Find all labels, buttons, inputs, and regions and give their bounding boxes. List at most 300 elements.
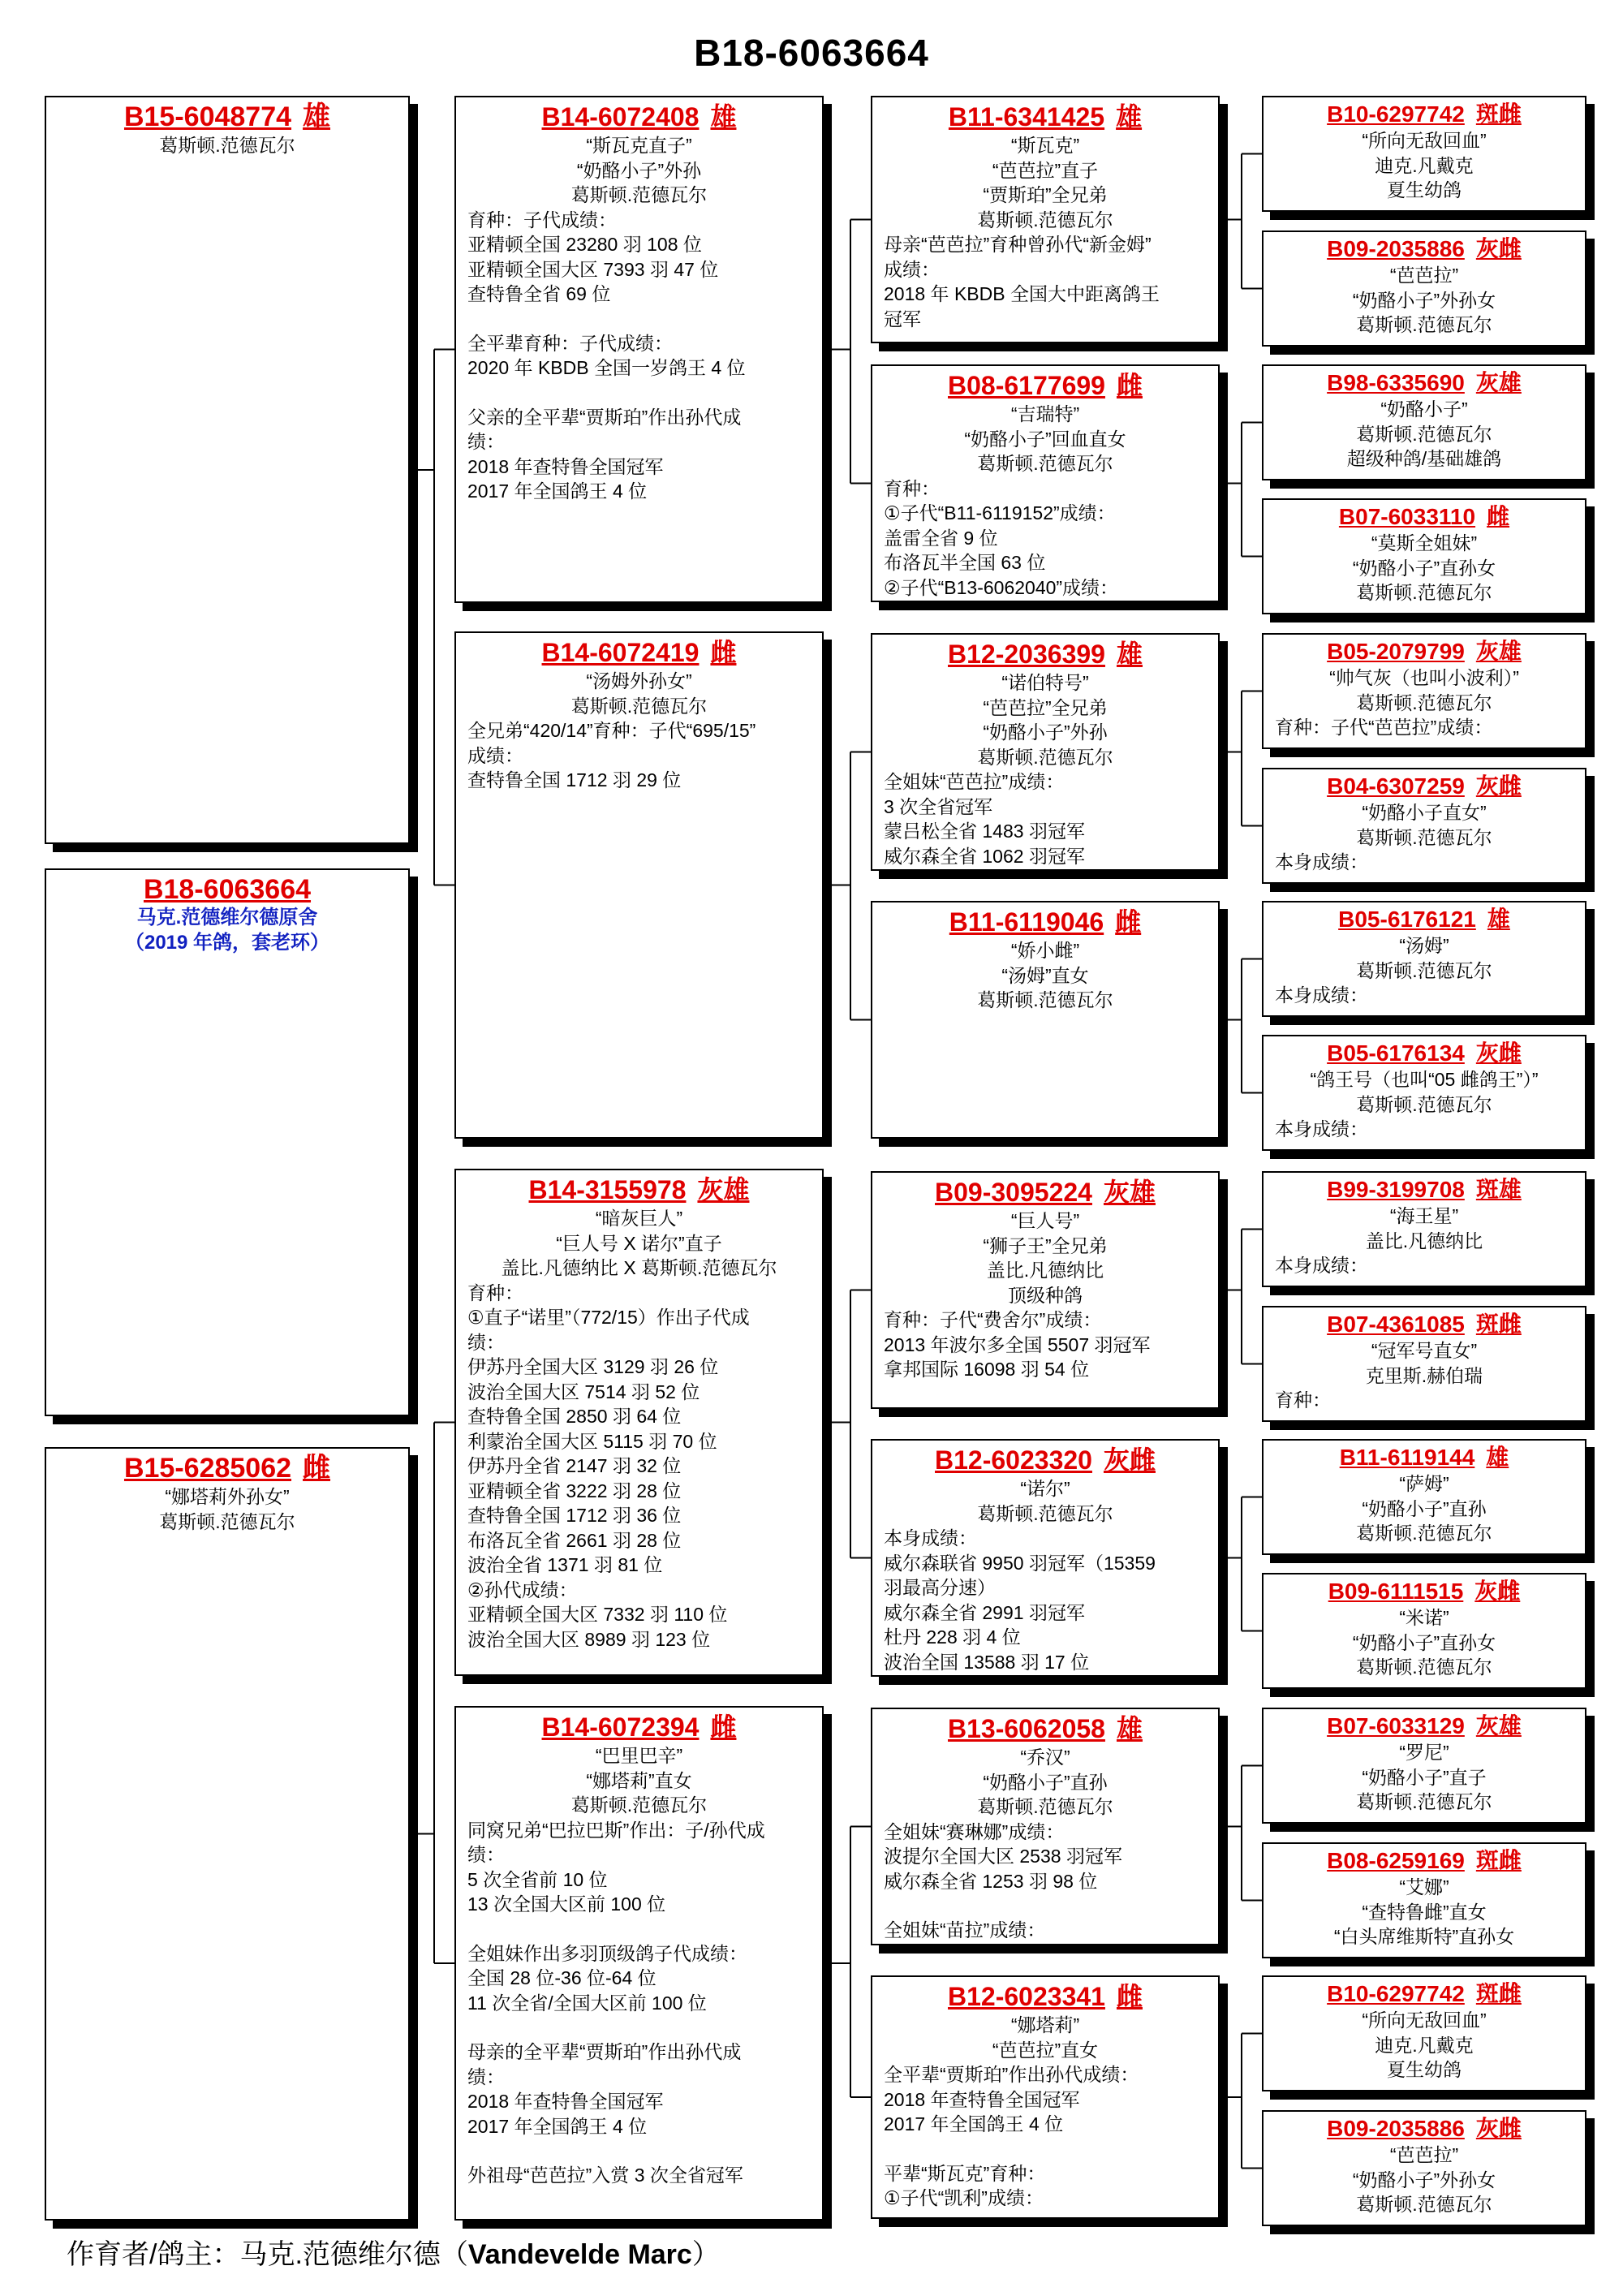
note-line: “诺伯特号” [1001, 672, 1089, 693]
footer-name: Vandevelde Marc [467, 2239, 692, 2270]
ring-id: B99-3199708 [1327, 1177, 1465, 1202]
note-line: 父亲的全平辈“贾斯珀”作出孙代成 [467, 406, 742, 428]
ring-id: B13-6062058 [948, 1714, 1105, 1743]
note-line: “娇小雌” [1010, 940, 1080, 961]
note-line: “奶酪小子”外孙女 [1352, 2169, 1496, 2190]
ring-number [872, 1712, 1218, 1745]
note-line: 本身成绩： [1275, 851, 1368, 872]
note-line: 亚精顿全国 23280 羽 108 位 [467, 234, 702, 255]
ring-id: B12-6023341 [948, 1982, 1105, 2011]
pigeon-notes [46, 906, 408, 955]
note-line: 葛斯顿.范德瓦尔 [570, 184, 708, 205]
note-line: “奶酪小子”外孙 [576, 159, 702, 181]
connector-line [1228, 691, 1262, 826]
ring-id: B09-2035886 [1327, 2116, 1465, 2141]
ring-id: B18-6063664 [143, 874, 312, 905]
note-line: ①子代“B11-6119152”成绩： [884, 502, 1116, 523]
sex-label: 斑雌 [1475, 1312, 1522, 1337]
note-line: 葛斯顿.范德瓦尔 [1356, 1656, 1492, 1678]
note-line: 全姐妹作出多羽顶级鸽子代成绩： [467, 1942, 747, 1964]
gg-grandparent-box [1262, 1708, 1586, 1824]
pigeon-notes [1264, 128, 1585, 203]
connector-line [1228, 2034, 1262, 2169]
note-line: 葛斯顿.范德瓦尔 [977, 1502, 1113, 1524]
ring-number [1264, 369, 1585, 397]
ring-id: B14-6072394 [541, 1712, 700, 1742]
note-line: 亚精顿全省 3222 羽 28 位 [467, 1480, 682, 1501]
ring-id: B07-4361085 [1327, 1312, 1465, 1337]
note-line: 盖比.凡德纳比 X 葛斯顿.范德瓦尔 [501, 1257, 777, 1278]
sex-label: 雌 [1115, 907, 1142, 937]
sex-label: 灰雄 [697, 1175, 750, 1204]
note-line: “巨人号 X 诺尔”直子 [556, 1232, 722, 1254]
sex-label: 雌 [1487, 504, 1510, 529]
note-line: “萨姆” [1399, 1473, 1449, 1494]
note-line: ①直子“诺里”（772/15）作出子代成 [467, 1307, 750, 1328]
note-line: “米诺” [1399, 1607, 1449, 1628]
ring-id: B05-2079799 [1327, 639, 1465, 664]
note-line: 2018 年查特鲁全国冠军 [467, 2091, 664, 2112]
note-line: 布洛瓦半全国 63 位 [884, 552, 1046, 573]
ring-id: B04-6307259 [1327, 773, 1465, 799]
pigeon-notes [872, 1745, 1218, 1943]
note-line: 杜丹 228 羽 4 位 [884, 1626, 1021, 1648]
pigeon-notes [1264, 666, 1585, 740]
sex-label: 雄 [710, 102, 737, 131]
connector-line [418, 350, 454, 885]
note-line: 育种： [1275, 1389, 1331, 1411]
ring-id: B14-6072419 [541, 638, 700, 667]
ring-number [456, 1174, 822, 1206]
note-line: 威尔森全省 1253 羽 98 位 [884, 1870, 1098, 1892]
pigeon-notes [1264, 1875, 1585, 1949]
note-line: 夏生幼鸽 [1387, 2059, 1462, 2080]
note-line: “奶酪小子”直孙 [983, 1771, 1108, 1793]
great-grandparent-box [871, 96, 1220, 343]
note-line: 成绩： [467, 744, 523, 766]
note-line [467, 307, 811, 331]
note-line: 冠军 [884, 308, 921, 330]
pigeon-notes [1264, 531, 1585, 605]
sex-label: 灰雌 [1474, 1579, 1521, 1604]
connector-line [832, 220, 871, 484]
note-line: 育种：子代“费舍尔”成绩： [884, 1309, 1102, 1330]
sex-label: 雌 [1116, 1982, 1143, 2011]
great-grandparent-box [871, 364, 1220, 602]
ring-number [872, 369, 1218, 402]
ring-id: B11-6341425 [948, 102, 1105, 131]
note-line: 葛斯顿.范德瓦尔 [1356, 582, 1492, 603]
note-line: 超级种鸽/基础雄鸽 [1346, 448, 1502, 469]
connector-line [1228, 1766, 1262, 1901]
pigeon-notes [872, 670, 1218, 868]
note-line: 葛斯顿.范德瓦尔 [159, 1510, 295, 1532]
gg-grandparent-box [1262, 96, 1586, 212]
note-line: 本身成绩： [1275, 1255, 1368, 1276]
gg-grandparent-box [1262, 1842, 1586, 1958]
note-line: “查特鲁雌”直女 [1362, 1901, 1487, 1923]
note-line: “娜塔莉”直女 [586, 1769, 692, 1791]
note-line [884, 2137, 1207, 2161]
great-grandparent-box [871, 1708, 1220, 1945]
note-line: 查特鲁全国 2850 羽 64 位 [467, 1406, 682, 1427]
pigeon-notes [872, 402, 1218, 600]
note-line: “鸽王号（也叫“05 雌鸽王”）” [1310, 1069, 1539, 1090]
sex-label: 雄 [1486, 1445, 1509, 1470]
pigeon-notes [456, 1743, 822, 2188]
ring-number [872, 1176, 1218, 1208]
note-line: 克里斯.赫伯瑞 [1365, 1364, 1483, 1386]
note-line: “暗灰巨人” [595, 1208, 683, 1229]
note-line: 全姐妹“赛琳娜”成绩： [884, 1820, 1065, 1842]
connector-line [1228, 423, 1262, 557]
note-line: 葛斯顿.范德瓦尔 [1356, 691, 1492, 713]
connector-line [418, 1423, 454, 1964]
note-line: “所向无敌回血” [1362, 2010, 1487, 2031]
note-line: “奶酪小子”回血直女 [964, 428, 1126, 450]
sex-label: 雌 [710, 638, 737, 667]
connector-line [832, 752, 871, 1020]
note-line: “奶酪小子” [1380, 398, 1468, 420]
ring-number [46, 873, 408, 906]
note-line: 葛斯顿.范德瓦尔 [1356, 1791, 1492, 1812]
note-line: 5 次全省前 10 位 [467, 1868, 608, 1890]
note-line: “芭芭拉”全兄弟 [983, 696, 1108, 718]
note-line: 2013 年波尔多全国 5507 羽冠军 [884, 1333, 1151, 1355]
note-line: 威尔森联省 9950 羽冠军（15359 [884, 1552, 1156, 1574]
ring-id: B08-6259169 [1327, 1848, 1465, 1873]
pigeon-notes [872, 133, 1218, 331]
ring-id: B15-6048774 [123, 101, 292, 132]
pigeon-notes [456, 669, 822, 793]
ring-number [1264, 1040, 1585, 1067]
pigeon-notes [1264, 933, 1585, 1008]
pigeon-notes [1264, 1204, 1585, 1278]
note-line: 同窝兄弟“巴拉巴斯”作出：子/孙代成 [467, 1819, 765, 1841]
ring-number [872, 906, 1218, 938]
note-line: 全平辈“贾斯珀”作出孙代成绩： [884, 2064, 1139, 2085]
note-line: “莫斯全姐妹” [1371, 532, 1478, 554]
ring-number [872, 1980, 1218, 2013]
pigeon-notes [872, 1476, 1218, 1674]
note-line: 查特鲁全省 69 位 [467, 283, 611, 304]
gg-grandparent-box [1262, 1975, 1586, 2091]
note-line: 本身成绩： [884, 1527, 977, 1549]
note-line: 母亲“芭芭拉”育种曾孙代“新金姆” [884, 234, 1152, 255]
note-line: 全兄弟“420/14”育种：子代“695/15” [467, 720, 756, 741]
ring-id: B07-6033129 [1327, 1713, 1465, 1738]
sex-label: 灰雌 [1475, 773, 1522, 799]
ring-id: B09-3095224 [935, 1178, 1092, 1207]
ring-id: B05-6176134 [1327, 1040, 1465, 1066]
note-line: 母亲的全平辈“贾斯珀”作出孙代成 [467, 2041, 742, 2062]
ring-number [456, 636, 822, 669]
note-line: “巴里巴辛” [595, 1745, 683, 1766]
note-line: 查特鲁全国 1712 羽 29 位 [467, 769, 682, 790]
note-line: “芭芭拉” [1389, 2144, 1459, 2165]
note-line: 利蒙治全国大区 5115 羽 70 位 [467, 1430, 717, 1452]
note-line: “帅气灰（也叫小波利）” [1329, 667, 1519, 688]
grandparent-box [454, 96, 824, 603]
note-line: （2019 年鸽，套老环） [124, 931, 330, 954]
note-line: “奶酪小子”直子 [1362, 1766, 1487, 1788]
gg-grandparent-box [1262, 1306, 1586, 1422]
footer-suffix: ） [691, 2239, 720, 2270]
note-line: “奶酪小子”外孙 [983, 722, 1108, 743]
note-line: 2018 年查特鲁全国冠军 [467, 455, 664, 477]
note-line: “奶酪小子”外孙女 [1352, 289, 1496, 311]
ring-number [1264, 773, 1585, 800]
note-line: 波提尔全国大区 2538 羽冠军 [884, 1846, 1122, 1867]
ring-id: B11-6119046 [949, 907, 1104, 937]
sex-label: 雄 [1116, 1714, 1143, 1743]
pigeon-notes [456, 133, 822, 504]
subject-box [45, 868, 410, 1416]
ring-id: B14-6072408 [541, 102, 700, 131]
note-line: 全国 28 位-36 位-64 位 [467, 1967, 657, 1988]
ring-number [456, 101, 822, 133]
sex-label: 雄 [1487, 907, 1510, 932]
note-line: 葛斯顿.范德瓦尔 [1356, 1093, 1492, 1115]
ring-number [1264, 906, 1585, 933]
ring-id: B98-6335690 [1327, 370, 1465, 395]
ring-number [1264, 503, 1585, 531]
ring-number [872, 1444, 1218, 1476]
great-grandparent-box [871, 1171, 1220, 1409]
note-line: “吉瑞特” [1010, 403, 1080, 424]
ring-id: B09-2035886 [1327, 236, 1465, 261]
note-line: “所向无敌回血” [1362, 130, 1487, 151]
note-line: ②孙代成绩： [467, 1579, 578, 1600]
connector-line [1228, 959, 1262, 1093]
sex-label: 斑雌 [1475, 1981, 1522, 2006]
sex-label: 雄 [1116, 102, 1143, 131]
note-line: 羽最高分速） [884, 1577, 996, 1598]
note-line: 威尔森全省 1062 羽冠军 [884, 845, 1085, 867]
note-line: 葛斯顿.范德瓦尔 [977, 989, 1113, 1010]
pigeon-notes [46, 133, 408, 158]
note-line: 2017 年全国鸽王 4 位 [884, 2113, 1064, 2134]
gg-grandparent-box [1262, 364, 1586, 480]
note-line: 育种： [467, 1282, 523, 1303]
note-line: “艾娜” [1399, 1876, 1449, 1898]
note-line: 查特鲁全国 1712 羽 36 位 [467, 1505, 682, 1526]
connector-line [1228, 1230, 1262, 1364]
pigeon-notes [1264, 263, 1585, 338]
note-line: 全姐妹“芭芭拉”成绩： [884, 771, 1065, 792]
ring-id: B08-6177699 [948, 371, 1105, 400]
note-line: 本身成绩： [1275, 984, 1368, 1006]
ring-number [456, 1711, 822, 1743]
note-line: “芭芭拉” [1389, 265, 1459, 286]
ring-number [1264, 2115, 1585, 2143]
note-line: 夏生幼鸽 [1387, 179, 1462, 200]
note-line: 绩： [467, 431, 505, 452]
note-line: 葛斯顿.范德瓦尔 [977, 746, 1113, 768]
ring-id: B10-6297742 [1327, 1981, 1465, 2006]
note-line: 绩： [467, 2066, 505, 2087]
note-line: 全姐妹“苗拉”成绩： [884, 1919, 1046, 1941]
pigeon-notes [1264, 1338, 1585, 1413]
note-line: “汤姆” [1399, 935, 1449, 956]
note-line: “奶酪小子”直孙女 [1352, 557, 1496, 579]
grandparent-box [454, 1169, 824, 1676]
note-line: 迪克.凡戴克 [1375, 2034, 1474, 2056]
ring-id: B07-6033110 [1338, 504, 1476, 529]
note-line: 平辈“斯瓦克”育种： [884, 2162, 1046, 2184]
gg-grandparent-box [1262, 498, 1586, 614]
note-line: 全平辈育种：子代成绩： [467, 332, 673, 354]
footer-prefix: 作育者/鸽主：马克.范德维尔德（ [67, 2239, 468, 2270]
ring-id: B12-2036399 [948, 640, 1105, 669]
note-line [467, 1917, 811, 1941]
gg-grandparent-box [1262, 1035, 1586, 1151]
note-line: 2017 年全国鸽王 4 位 [467, 480, 648, 502]
note-line [467, 2139, 811, 2163]
pigeon-notes [1264, 800, 1585, 875]
note-line: “巨人号” [1010, 1210, 1080, 1231]
note-line: 葛斯顿.范德瓦尔 [977, 453, 1113, 474]
great-grandparent-box [871, 1439, 1220, 1677]
note-line: 迪克.凡戴克 [1375, 154, 1474, 176]
gg-grandparent-box [1262, 1171, 1586, 1287]
pedigree-title: B18-6063664 [694, 32, 929, 74]
gg-grandparent-box [1262, 633, 1586, 749]
pigeon-notes [872, 2013, 1218, 2211]
note-line: 葛斯顿.范德瓦尔 [570, 1794, 708, 1816]
note-line: 布洛瓦全省 2661 羽 28 位 [467, 1529, 682, 1551]
note-line: ①子代“凯利”成绩： [884, 2187, 1044, 2208]
gg-grandparent-box [1262, 230, 1586, 347]
note-line: 3 次全省冠军 [884, 795, 993, 817]
sex-label: 灰雌 [1475, 1040, 1522, 1066]
note-line: 外祖母“芭芭拉”入赏 3 次全省冠军 [467, 2165, 743, 2186]
sex-label: 灰雄 [1475, 370, 1522, 395]
ring-number [1264, 638, 1585, 666]
note-line: “罗尼” [1399, 1742, 1449, 1763]
connector-line [1228, 1497, 1262, 1631]
grandparent-box [454, 631, 824, 1139]
great-grandparent-box [871, 633, 1220, 871]
ring-id: B12-6023320 [935, 1445, 1092, 1475]
connector-line [832, 1290, 871, 1558]
note-line: 育种：子代成绩： [467, 209, 617, 230]
sex-label: 灰雌 [1475, 2116, 1522, 2141]
note-line: “娜塔莉” [1010, 2014, 1080, 2035]
note-line: 葛斯顿.范德瓦尔 [1356, 2194, 1492, 2215]
note-line: 本身成绩： [1275, 1118, 1368, 1139]
ring-number [1264, 1847, 1585, 1875]
note-line: 伊苏丹全国大区 3129 羽 26 位 [467, 1356, 719, 1377]
note-line: 13 次全国大区前 100 位 [467, 1893, 666, 1915]
pigeon-notes [872, 1208, 1218, 1382]
ring-number [1264, 101, 1585, 128]
note-line [467, 2015, 811, 2040]
ring-number [872, 638, 1218, 670]
note-line: “冠军号直女” [1371, 1340, 1478, 1361]
note-line: 葛斯顿.范德瓦尔 [159, 135, 295, 156]
ring-id: B05-6176121 [1338, 907, 1476, 932]
note-line: “狮子王”全兄弟 [983, 1234, 1108, 1256]
note-line [467, 381, 811, 405]
ring-id: B09-6111515 [1328, 1579, 1464, 1604]
note-line: 葛斯顿.范德瓦尔 [1356, 959, 1492, 981]
note-line: “芭芭拉”直女 [992, 2039, 1099, 2061]
ring-id: B11-6119144 [1339, 1445, 1475, 1470]
sex-label: 灰雄 [1475, 1713, 1522, 1738]
note-line: 盖比.凡德纳比 [986, 1260, 1104, 1281]
pigeon-notes [1264, 1067, 1585, 1142]
sex-label: 灰雌 [1103, 1445, 1156, 1475]
pigeon-notes [872, 938, 1218, 1013]
note-line: 葛斯顿.范德瓦尔 [1356, 1523, 1492, 1544]
note-line: “白头席维斯特”直孙女 [1333, 1926, 1515, 1947]
ring-number [1264, 1712, 1585, 1740]
note-line: 葛斯顿.范德瓦尔 [570, 695, 708, 717]
pigeon-notes [1264, 2008, 1585, 2083]
gg-grandparent-box [1262, 2110, 1586, 2226]
note-line: ②子代“B13-6062040”成绩： [884, 576, 1119, 598]
note-line: 绩： [467, 1844, 505, 1865]
note-line: “贾斯珀”全兄弟 [983, 184, 1108, 205]
note-line: “乔汉” [1020, 1747, 1070, 1768]
connector-line [1228, 154, 1262, 289]
ring-number [46, 1452, 408, 1484]
sex-label: 斑雌 [1475, 1848, 1522, 1873]
pigeon-notes [1264, 397, 1585, 472]
ring-number [1264, 235, 1585, 263]
sex-label: 斑雄 [1475, 1177, 1522, 1202]
ring-number [1264, 1578, 1585, 1605]
note-line: 2020 年 KBDB 全国一岁鸽王 4 位 [467, 357, 746, 378]
pigeon-notes [1264, 1471, 1585, 1546]
note-line: “诺尔” [1020, 1478, 1070, 1499]
note-line: 育种： [884, 477, 940, 499]
note-line: 葛斯顿.范德瓦尔 [1356, 314, 1492, 335]
note-line: “奶酪小子”直孙 [1362, 1497, 1487, 1519]
note-line: “斯瓦克” [1010, 135, 1080, 156]
ring-number [46, 101, 408, 133]
note-line [884, 1893, 1207, 1918]
note-line: 波治全国大区 7514 羽 52 位 [467, 1381, 700, 1402]
note-line: “海王星” [1389, 1205, 1459, 1226]
note-line: “奶酪小子直女” [1362, 802, 1487, 823]
sex-label: 斑雌 [1475, 101, 1522, 127]
note-line: 盖比.凡德纳比 [1365, 1230, 1483, 1251]
sex-label: 灰雄 [1103, 1178, 1156, 1207]
note-line: 葛斯顿.范德瓦尔 [1356, 826, 1492, 848]
gg-grandparent-box [1262, 1573, 1586, 1689]
sex-label: 雌 [1116, 371, 1143, 400]
note-line: 亚精顿全国大区 7393 羽 47 位 [467, 258, 719, 280]
note-line: 顶级种鸽 [1008, 1284, 1083, 1306]
ring-number [1264, 1176, 1585, 1204]
note-line: “汤姆”直女 [1001, 964, 1089, 986]
note-line: 伊苏丹全省 2147 羽 32 位 [467, 1455, 682, 1476]
note-line: 蒙吕松全省 1483 羽冠军 [884, 821, 1085, 842]
sex-label: 灰雄 [1475, 639, 1522, 664]
note-line: “斯瓦克直子” [586, 135, 692, 156]
note-line: 波治全国 13588 羽 17 位 [884, 1651, 1090, 1673]
sex-label: 雌 [303, 1453, 331, 1484]
note-line: 育种：子代“芭芭拉”成绩： [1275, 717, 1493, 738]
breeder-footer [67, 2232, 720, 2272]
note-line: 波治全省 1371 羽 81 位 [467, 1554, 663, 1575]
pigeon-notes [1264, 1605, 1585, 1680]
note-line: 葛斯顿.范德瓦尔 [977, 209, 1113, 230]
note-line: 盖雷全省 9 位 [884, 527, 998, 549]
sex-label: 灰雌 [1475, 236, 1522, 261]
